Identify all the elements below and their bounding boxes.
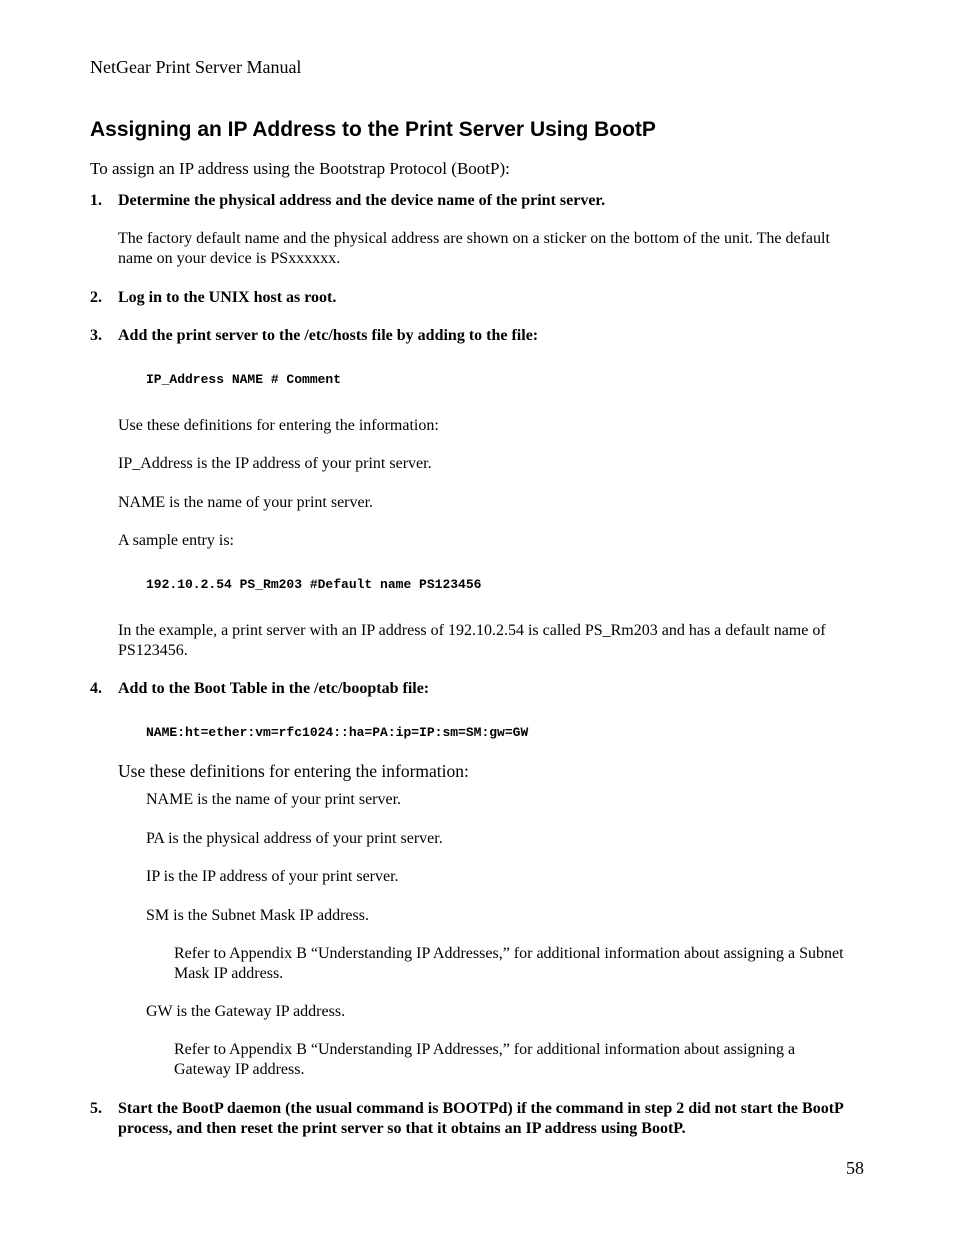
step-4-def-sm: SM is the Subnet Mask IP address. — [146, 907, 369, 924]
step-3-def-ip: IP_Address is the IP address of your print server. — [118, 455, 432, 472]
step-4-def-pa: PA is the physical address of your print server. — [146, 830, 443, 847]
step-4-def-gw: GW is the Gateway IP address. — [146, 1003, 346, 1020]
step-3-text: Add the print server to the /etc/hosts file by adding to the file: — [118, 327, 539, 344]
intro-text: To assign an IP address using the Bootstrap Protocol (BootP): — [90, 159, 510, 178]
gateway-reference: Refer to Appendix B “Understanding IP Addresses,” for additional information about assigning a Gateway IP address. — [174, 1041, 796, 1078]
step-4-definitions-intro: Use these definitions for entering the information: — [118, 761, 469, 781]
step-1-detail: The factory default name and the physical address are shown on a sticker on the bottom of the unit. The default name on your device is PSxxxxxx. — [118, 230, 830, 267]
step-2-text: Log in to the UNIX host as root. — [118, 289, 337, 306]
subnet-mask-reference: Refer to Appendix B “Understanding IP Addresses,” for additional information about assigning a Subnet Mask IP address. — [174, 945, 844, 982]
step-2-number: 2. — [90, 289, 102, 306]
step-4-number: 4. — [90, 680, 102, 697]
running-header: NetGear Print Server Manual — [90, 57, 302, 77]
booptab-format-code: NAME:ht=ether:vm=rfc1024::ha=PA:ip=IP:sm=SM:gw=GW — [146, 725, 529, 740]
step-4-def-name: NAME is the name of your print server. — [146, 791, 402, 808]
step-1-text: Determine the physical address and the device name of the print server. — [118, 192, 606, 209]
page-number: 58 — [846, 1158, 864, 1178]
step-5-number: 5. — [90, 1100, 102, 1117]
sample-intro: A sample entry is: — [118, 532, 234, 549]
step-4-text: Add to the Boot Table in the /etc/booptab file: — [118, 680, 430, 697]
step-4-def-ip: IP is the IP address of your print server. — [146, 868, 399, 885]
step-3-definitions-intro: Use these definitions for entering the information: — [118, 417, 439, 434]
step-3-def-name: NAME is the name of your print server. — [118, 494, 374, 511]
hosts-format-code: IP_Address NAME # Comment — [146, 372, 342, 387]
step-3-number: 3. — [90, 327, 102, 344]
step-1-number: 1. — [90, 192, 102, 209]
section-title: Assigning an IP Address to the Print Server Using BootP — [90, 118, 656, 141]
example-text: In the example, a print server with an IP address of 192.10.2.54 is called PS_Rm203 and has a default name of PS123456. — [118, 622, 826, 659]
hosts-sample-code: 192.10.2.54 PS_Rm203 #Default name PS123456 — [146, 577, 482, 592]
step-5-text: Start the BootP daemon (the usual command is BOOTPd) if the command in step 2 did not start the BootP process, and then reset the print server so that it obtains an IP address using BootP. — [118, 1100, 843, 1137]
